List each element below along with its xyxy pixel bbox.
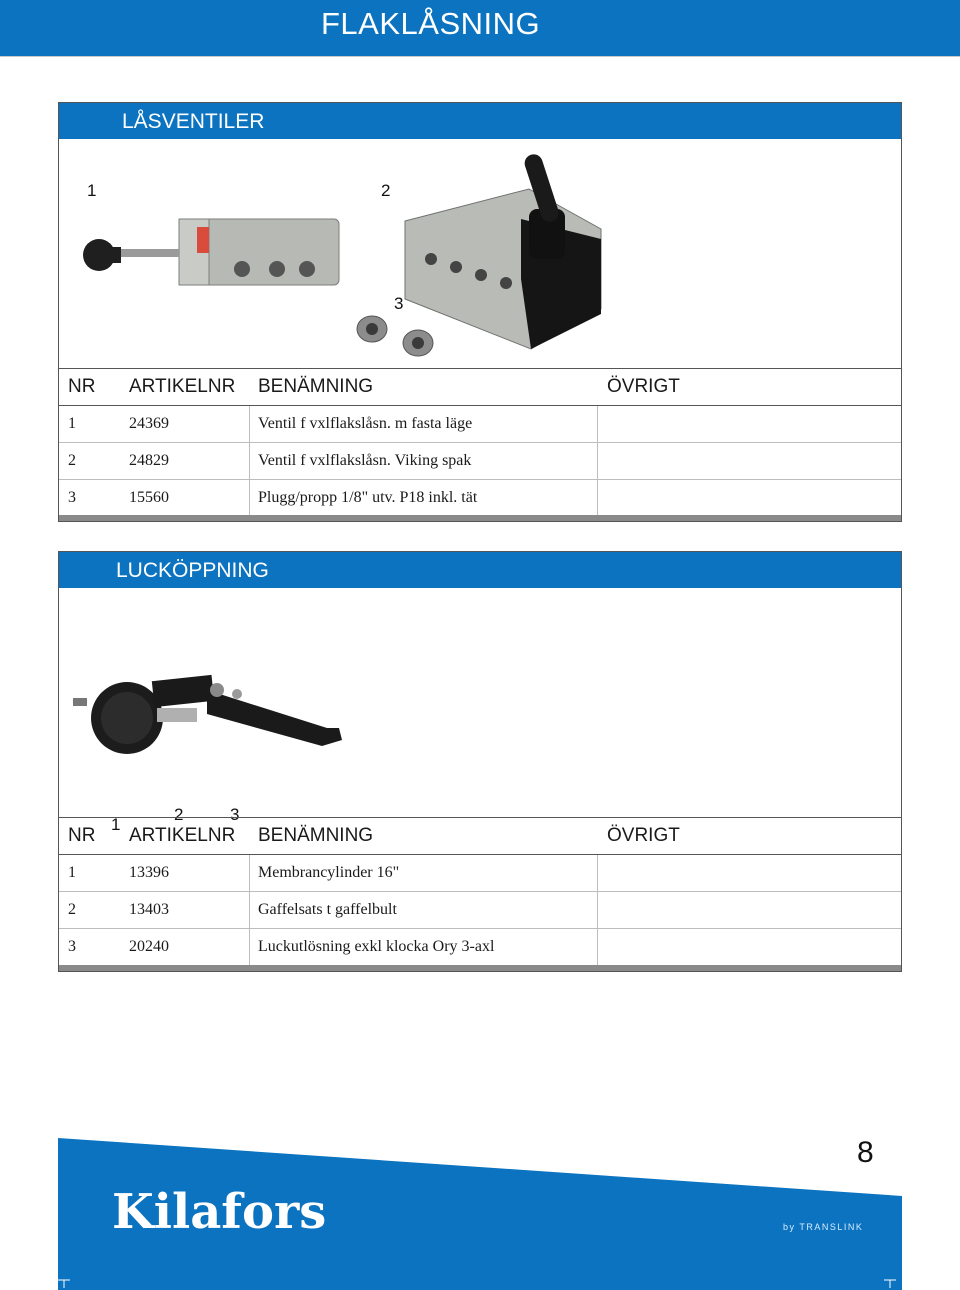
- cell-benamning: Luckutlösning exkl klocka Ory 3-axl: [258, 938, 495, 955]
- page-title: FLAKLÅSNING: [321, 6, 541, 41]
- table-row: [59, 929, 901, 966]
- cell-artikelnr: 13403: [129, 901, 169, 918]
- callout-2: 2: [174, 805, 184, 824]
- table-row: [59, 406, 901, 443]
- page-number: 8: [857, 1136, 874, 1169]
- callout-1: 1: [111, 815, 121, 834]
- cell-benamning: Membrancylinder 16": [258, 864, 400, 881]
- parts-table: [59, 368, 901, 517]
- brand-byline: by TRANSLINK: [783, 1222, 864, 1232]
- col-header-nr: NR: [68, 376, 96, 397]
- table-header-row: [59, 818, 901, 855]
- cell-artikelnr: 24369: [129, 415, 169, 432]
- callout-2: 2: [381, 181, 391, 200]
- column-divider: [597, 443, 598, 479]
- table-end-bar: [59, 965, 901, 971]
- table-header-row: [59, 369, 901, 406]
- column-divider: [249, 929, 250, 965]
- col-header-artikelnr: ARTIKELNR: [129, 376, 236, 397]
- callout-3: 3: [230, 805, 240, 824]
- column-divider: [249, 855, 250, 891]
- section-luckoppning: [58, 551, 902, 972]
- cell-nr: 2: [68, 452, 76, 469]
- cell-nr: 1: [68, 415, 76, 432]
- callout-1: 1: [87, 181, 97, 200]
- product-image-area: [59, 139, 901, 368]
- cell-nr: 2: [68, 901, 76, 918]
- brand-logo: Kilafors: [112, 1184, 327, 1240]
- column-divider: [249, 480, 250, 516]
- section-heading: LUCKÖPPNING: [116, 559, 269, 582]
- plug-image: [354, 305, 444, 363]
- cell-benamning: Ventil f vxlflakslåsn. m fasta läge: [258, 415, 473, 432]
- column-divider: [597, 480, 598, 516]
- column-divider: [597, 929, 598, 965]
- callout-3: 3: [394, 294, 404, 313]
- section-heading-bar: [59, 552, 901, 588]
- membrane-cylinder-image: [67, 658, 343, 768]
- product-image-area: [59, 588, 901, 834]
- column-divider: [597, 855, 598, 891]
- col-header-ovrigt: ÖVRIGT: [607, 376, 680, 397]
- table-row: [59, 480, 901, 517]
- cell-artikelnr: 15560: [129, 489, 169, 506]
- cell-benamning: Ventil f vxlflakslåsn. Viking spak: [258, 452, 472, 469]
- col-header-ovrigt: ÖVRIGT: [607, 825, 680, 846]
- col-header-benamning: BENÄMNING: [258, 825, 374, 846]
- column-divider: [597, 892, 598, 928]
- column-divider: [249, 892, 250, 928]
- table-end-bar: [59, 515, 901, 521]
- cell-nr: 3: [68, 489, 76, 506]
- column-divider: [249, 443, 250, 479]
- valve-push-button-image: [67, 209, 343, 299]
- cell-artikelnr: 24829: [129, 452, 169, 469]
- page-header-bar: [0, 0, 960, 57]
- cell-nr: 3: [68, 938, 76, 955]
- cell-benamning: Gaffelsats t gaffelbult: [258, 901, 397, 918]
- parts-table: [59, 817, 901, 966]
- table-row: [59, 892, 901, 929]
- table-row: [59, 443, 901, 480]
- col-header-benamning: BENÄMNING: [258, 376, 374, 397]
- cell-artikelnr: 20240: [129, 938, 169, 955]
- cell-benamning: Plugg/propp 1/8" utv. P18 inkl. tät: [258, 489, 478, 506]
- section-heading-bar: [59, 103, 901, 139]
- col-header-artikelnr: ARTIKELNR: [129, 825, 236, 846]
- section-lasventiler: [58, 102, 902, 522]
- col-header-nr: NR: [68, 825, 96, 846]
- cell-nr: 1: [68, 864, 76, 881]
- column-divider: [249, 406, 250, 442]
- section-heading: LÅSVENTILER: [122, 110, 265, 133]
- table-row: [59, 855, 901, 892]
- cell-artikelnr: 13396: [129, 864, 169, 881]
- column-divider: [597, 406, 598, 442]
